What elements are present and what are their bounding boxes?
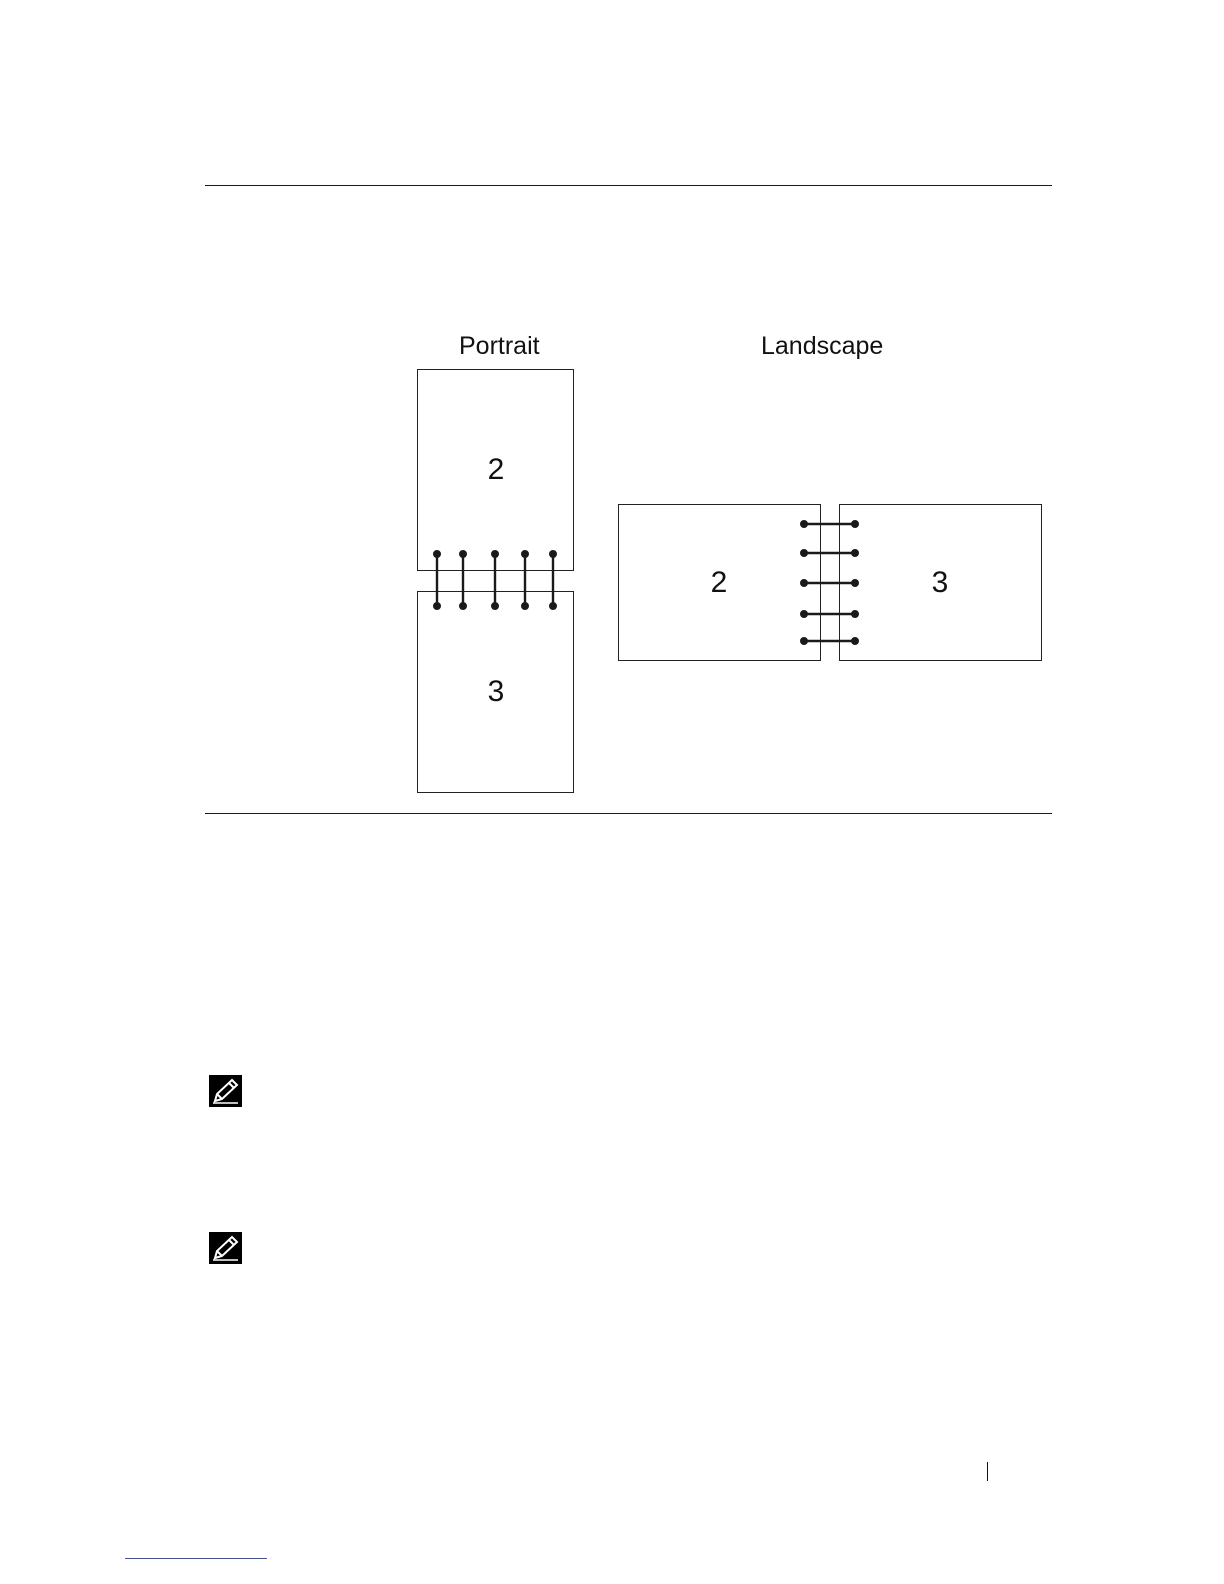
portrait-binding — [417, 546, 577, 616]
landscape-page-right — [839, 504, 1042, 661]
landscape-label: Landscape — [761, 332, 884, 360]
portrait-page-number-bottom: 3 — [487, 675, 505, 708]
portrait-page-top — [417, 369, 574, 571]
pencil-note-icon — [209, 1075, 242, 1107]
pencil-note-icon — [209, 1232, 242, 1264]
top-divider — [205, 185, 1052, 186]
landscape-binding — [795, 510, 865, 650]
landscape-page-number-right: 3 — [931, 566, 949, 599]
footer-link-underline[interactable] — [125, 1558, 267, 1559]
portrait-page-number-top: 2 — [487, 453, 505, 486]
portrait-label: Portrait — [459, 332, 540, 360]
landscape-page-number-left: 2 — [710, 566, 728, 599]
page-number-separator — [987, 1462, 988, 1481]
bottom-divider — [205, 813, 1052, 814]
portrait-page-bottom — [417, 591, 574, 793]
landscape-page-left — [618, 504, 821, 661]
